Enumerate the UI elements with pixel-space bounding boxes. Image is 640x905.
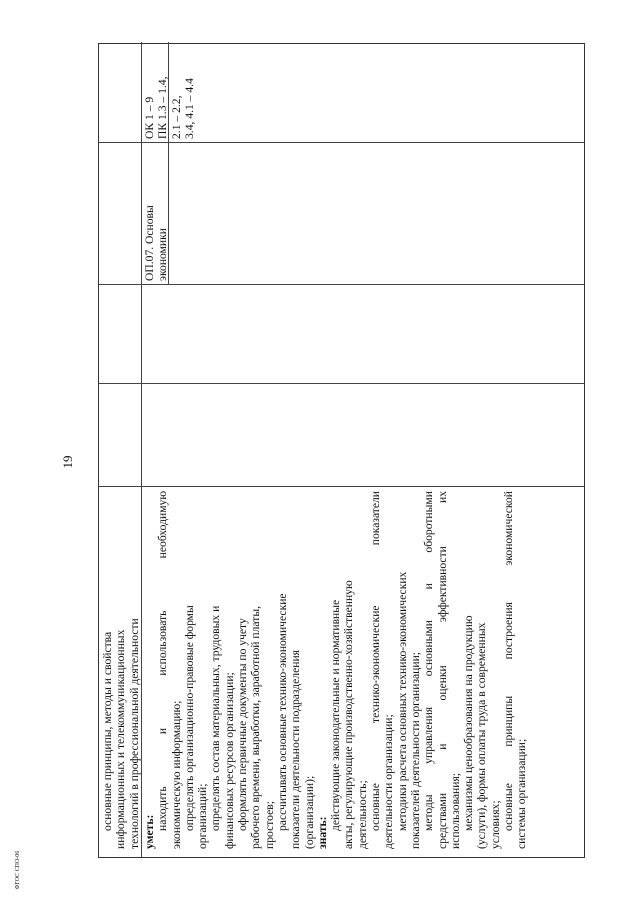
- requirement-line: деятельность;: [355, 780, 369, 849]
- rotated-sheet: [98, 43, 585, 858]
- requirement-line: основные технико-экономические показатели: [369, 491, 383, 831]
- requirement-line: условиях;: [488, 800, 502, 849]
- requirement-line: финансовых ресурсов организации;: [222, 672, 236, 849]
- column-divider: [99, 383, 584, 384]
- requirement-line: находить и использовать необходимую: [156, 491, 170, 831]
- requirement-line: системы организации;: [515, 738, 529, 849]
- requirement-line: экономическую информацию;: [169, 700, 183, 849]
- requirement-line: рабочего времени, выработки, заработной платы,: [249, 605, 263, 849]
- top-row-cell: [101, 491, 141, 849]
- page-number: 19: [60, 455, 75, 469]
- discipline-line: экономики: [156, 228, 170, 281]
- competency-line: ОК 1 – 9: [143, 96, 156, 139]
- requirement-line: определять организационно-правовые формы: [182, 605, 196, 831]
- curriculum-table: [98, 43, 585, 858]
- requirement-line: показателей деятельности организации;: [408, 651, 422, 849]
- discipline-line: ОП.07. Основы: [143, 205, 156, 281]
- requirement-line: простоев;: [262, 801, 276, 849]
- requirement-line: показатели деятельности подразделения: [289, 650, 303, 849]
- column-divider: [99, 142, 584, 143]
- competencies-cell: [143, 44, 196, 139]
- umet-label: уметь:: [143, 814, 156, 849]
- competency-line: 2.1 – 2.2,: [169, 95, 183, 139]
- column-divider: [99, 486, 584, 487]
- requirement-line: действующие законодательные и нормативные: [329, 599, 343, 831]
- top-row-line: основные принципы, методы и свойства: [101, 631, 114, 831]
- requirement-line: методики расчета основных технико-экономических: [395, 571, 409, 831]
- requirement-line: акты, регулирующие производственно-хозяйственную: [342, 580, 356, 849]
- competency-line: ПК 1.3 – 1.4,: [156, 76, 170, 139]
- requirement-line: использования;: [448, 772, 462, 849]
- requirement-line: методы управления основными и оборотными: [422, 491, 436, 831]
- znat-label: знать:: [315, 816, 329, 849]
- requirement-line: механизмы ценообразования на продукцию: [462, 615, 476, 831]
- top-row-line: информационных и телекоммуникационных: [114, 629, 128, 849]
- requirement-line: организаций;: [196, 783, 210, 849]
- requirement-line: (организации);: [302, 775, 316, 849]
- requirement-line: оформлять первичные документы по учету: [236, 618, 250, 831]
- requirements-cell: [143, 491, 529, 849]
- requirement-line: основные принципы построения экономической: [502, 491, 516, 831]
- column-divider: [99, 284, 584, 285]
- discipline-cell: [143, 145, 170, 281]
- requirement-line: деятельности организации;: [382, 714, 396, 849]
- requirement-line: рассчитывать основные технико-экономические: [275, 593, 289, 831]
- requirement-line: (услуги), формы оплаты труда в современных: [475, 622, 489, 849]
- requirement-line: определять состав материальных, трудовых и: [209, 605, 223, 831]
- competency-line: 3.4, 4.1 – 4.4: [182, 78, 196, 139]
- requirement-line: средствами и оценки эффективности их: [435, 490, 449, 849]
- row-divider: [141, 42, 142, 857]
- top-row-line: технологий в профессиональной деятельности: [127, 618, 141, 849]
- footer-mark: ФГОС СПО-06: [15, 850, 21, 890]
